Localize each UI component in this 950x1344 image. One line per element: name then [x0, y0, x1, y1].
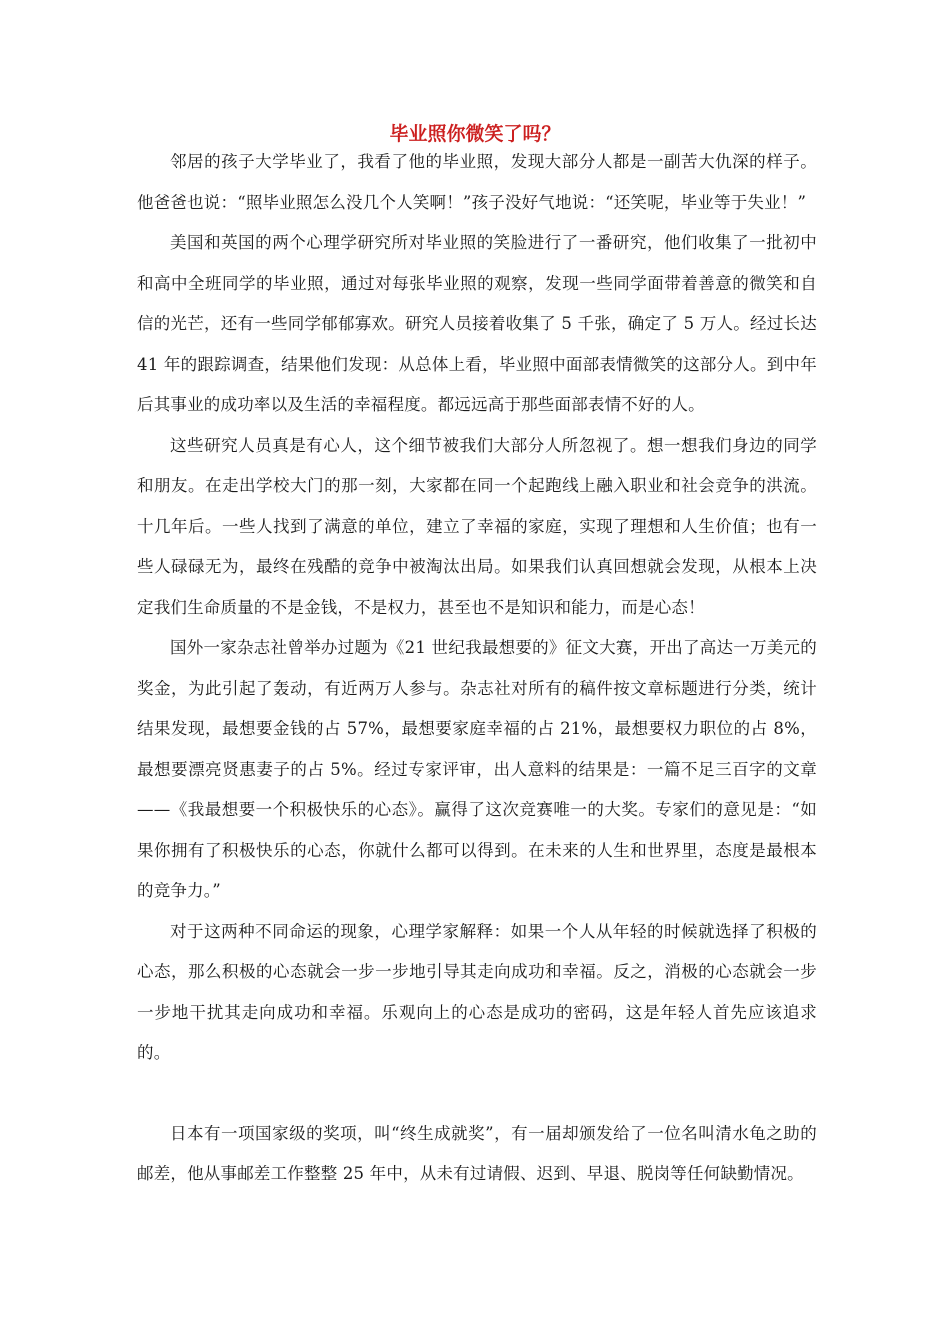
- paragraph-3: 这些研究人员真是有心人，这个细节被我们大部分人所忽视了。想一想我们身边的同学和朋友。在走出学校大门的那一刻，大家都在同一个起跑线上融入职业和社会竞争的洪流。十几年后。一些人找到了满意的单位，建立了幸福的家庭，实现了理想和人生价值；也有一些人碌碌无为，最终在残酷的竞争中被淘汰出局。如果我们认真回想就会发现，从根本上决定我们生命质量的不是金钱，不是权力，甚至也不是知识和能力，而是心态！: [137, 435, 817, 617]
- paragraph-1: 邻居的孩子大学毕业了，我看了他的毕业照，发现大部分人都是一副苦大仇深的样子。他爸爸也说：“照毕业照怎么没几个人笑啊！”孩子没好气地说：“还笑呢，毕业等于失业！”: [137, 152, 817, 212]
- paragraph-6: 日本有一项国家级的奖项，叫“终生成就奖”，有一届却颁发给了一位名叫清水龟之助的邮差，他从事邮差工作整整 25 年中，从未有过请假、迟到、早退、脱岗等任何缺勤情况。: [137, 1123, 817, 1183]
- document-body: [137, 142, 817, 1195]
- paragraph-2: 美国和英国的两个心理学研究所对毕业照的笑脸进行了一番研究，他们收集了一批初中和高中全班同学的毕业照，通过对每张毕业照的观察，发现一些同学面带着善意的微笑和自信的光芒，还有一些同学郁郁寡欢。研究人员接着收集了 5 千张，确定了 5 万人。经过长达 41 年的跟踪调查，结果他们发现：从总体上看，毕业照中面部表情微笑的这部分人。到中年后其事业的成功率以及生活的幸福程度。都远远高于那些面部表情不好的人。: [137, 233, 817, 414]
- paragraph-5: 对于这两种不同命运的现象，心理学家解释：如果一个人从年轻的时候就选择了积极的心态，那么积极的心态就会一步一步地引导其走向成功和幸福。反之，消极的心态就会一步一步地干扰其走向成功和幸福。乐观向上的心态是成功的密码，这是年轻人首先应该追求的。: [137, 921, 817, 1062]
- paragraph-4: 国外一家杂志社曾举办过题为《21 世纪我最想要的》征文大赛，开出了高达一万美元的奖金，为此引起了轰动，有近两万人参与。杂志社对所有的稿件按文章标题进行分类，统计结果发现，最想要金钱的占 57%，最想要家庭幸福的占 21%，最想要权力职位的占 8%，最想要漂亮贤惠妻子的占 5%。经过专家评审，出人意料的结果是：一篇不足三百字的文章——《我最想要一个积极快乐的心态》。赢得了这次竞赛唯一的大奖。专家们的意见是：“如果你拥有了积极快乐的心态，你就什么都可以得到。在未来的人生和世界里，态度是最根本的竞争力。”: [137, 638, 817, 900]
- document-title: 毕业照你微笑了吗？: [389, 123, 561, 145]
